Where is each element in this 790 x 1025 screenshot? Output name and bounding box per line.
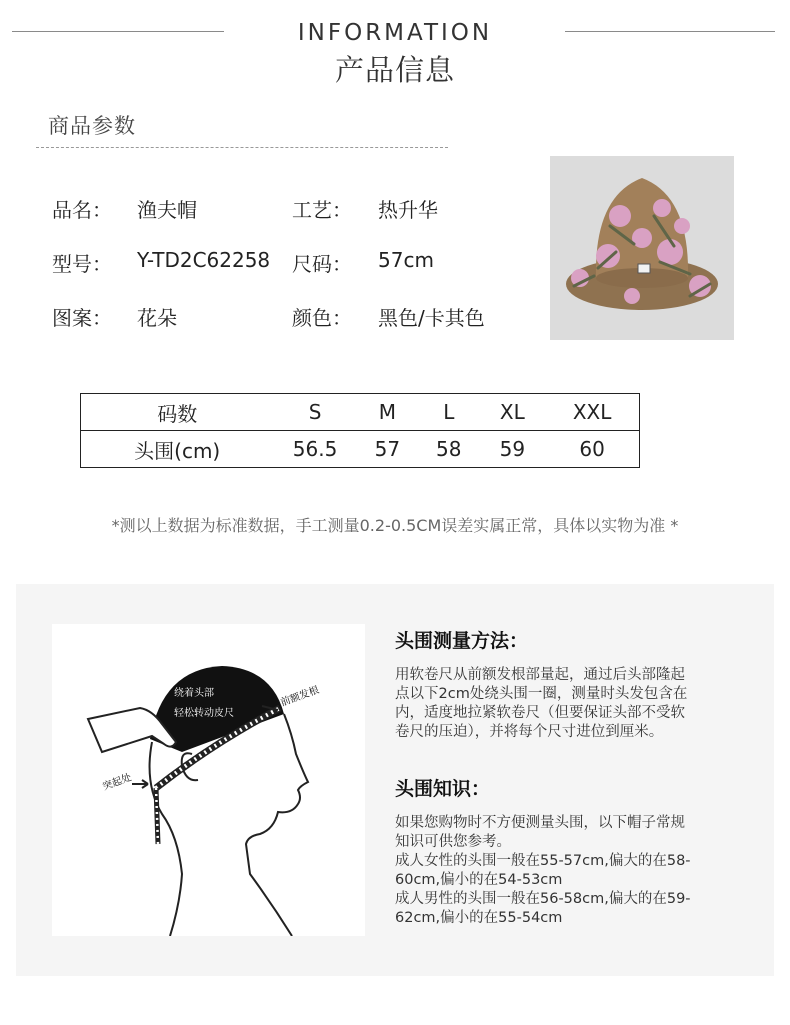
method-title: 头围测量方法： xyxy=(395,630,529,652)
spec-label: 品名： xyxy=(52,198,112,222)
label-front: 前额发根 xyxy=(279,684,321,709)
knowledge-title: 头围知识： xyxy=(395,778,491,800)
size-table-cell: M xyxy=(357,394,418,431)
knowledge-text xyxy=(395,814,750,928)
size-table-row xyxy=(81,431,640,468)
spec-label: 工艺： xyxy=(292,198,352,222)
size-table-cell: 59 xyxy=(499,437,526,461)
size-table-cell: 58 xyxy=(436,437,462,461)
knowledge-line: 62cm,偏小的在55-54cm xyxy=(395,910,563,926)
bucket-hat-icon xyxy=(550,156,734,340)
spec-label: 颜色： xyxy=(292,306,352,330)
dotted-divider xyxy=(36,147,448,148)
method-line: 内，适度地拉紧软卷尺（但要保证头部不受软 xyxy=(395,705,685,721)
method-line: 点以下2cm处绕头围一圈，测量时头发包含在 xyxy=(395,686,688,702)
spec-value: 花朵 xyxy=(137,306,177,330)
measurement-note: *测以上数据为标准数据，手工测量0.2-0.5CM误差实属正常，具体以实物为准 * xyxy=(111,516,679,535)
spec-model xyxy=(52,248,271,277)
label-rotate: 轻松转动皮尺 xyxy=(174,708,234,719)
knowledge-line: 如果您购物时不方便测量头围，以下帽子常规 xyxy=(395,815,685,831)
section-title: 商品参数 xyxy=(48,114,136,138)
label-bump: 突起处 xyxy=(101,772,134,793)
size-table-cell: 57 xyxy=(374,437,401,461)
knowledge-line: 60cm,偏小的在54-53cm xyxy=(395,872,563,888)
product-image xyxy=(550,156,734,340)
spec-pattern xyxy=(52,302,177,331)
spec-value: 黑色/卡其色 xyxy=(378,306,485,330)
header-title-cn: 产品信息 xyxy=(334,53,455,87)
size-table-cell: XL xyxy=(479,394,545,431)
size-table-cell: 头围(cm) xyxy=(134,438,221,463)
spec-label: 型号： xyxy=(52,252,112,276)
spec-value: Y-TD2C62258 xyxy=(137,248,271,272)
size-table-header-row xyxy=(81,394,640,431)
spec-size xyxy=(292,248,434,277)
header-title-en: INFORMATION xyxy=(297,20,493,46)
spec-label: 图案： xyxy=(52,306,112,330)
method-line: 用软卷尺从前额发根部量起，通过后头部隆起 xyxy=(395,667,685,683)
size-table-cell: 60 xyxy=(579,437,605,461)
size-table-cell: XXL xyxy=(545,394,639,431)
size-table-cell: L xyxy=(418,394,479,431)
spec-value: 渔夫帽 xyxy=(137,198,197,222)
knowledge-line: 成人男性的头围一般在56-58cm,偏大的在59- xyxy=(395,891,691,907)
method-line: 卷尺的压迫），并将每个尺寸进位到厘米。 xyxy=(395,724,664,740)
spec-name xyxy=(52,194,197,223)
label-wrap: 绕着头部 xyxy=(174,688,214,699)
spec-label: 尺码： xyxy=(292,252,352,276)
spec-value: 热升华 xyxy=(378,198,438,222)
size-table-cell: S xyxy=(273,394,356,431)
knowledge-line: 知识可供您参考。 xyxy=(395,834,511,850)
size-table xyxy=(80,393,640,468)
size-table-cell: 码数 xyxy=(81,394,274,431)
head-measure-icon xyxy=(52,624,365,936)
size-table-cell: 56.5 xyxy=(292,437,338,461)
head-measure-illustration xyxy=(52,624,365,936)
spec-craft xyxy=(292,194,438,223)
knowledge-line: 成人女性的头围一般在55-57cm,偏大的在58- xyxy=(395,853,691,869)
spec-color xyxy=(292,302,485,331)
spec-value: 57cm xyxy=(378,248,434,272)
method-text xyxy=(395,666,750,742)
